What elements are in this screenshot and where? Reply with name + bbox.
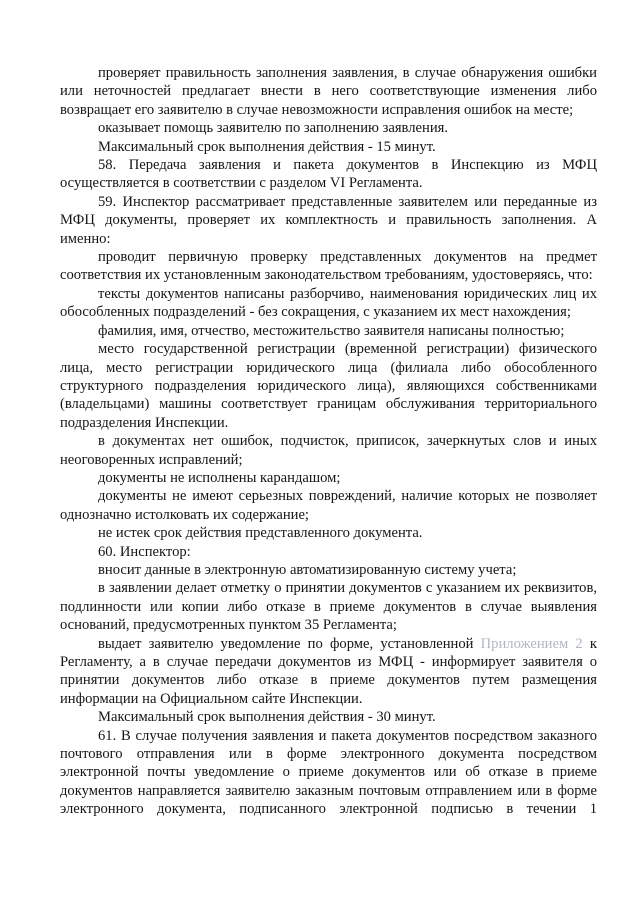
paragraph-registration-place: место государственной регистрации (временной регистрации) физического лица, место регистрации юридического лица (филиала либо обособленного структурного подразделения юридического лица), являющихся собственниками (владельцами) машины соответствует границам обслуживания территориального подразделения Инспекции. bbox=[60, 341, 597, 431]
paragraph-primary-check: проводит первичную проверку представленных документов на предмет соответствия их установленным законодательством требованиям, удостоверяясь, что: bbox=[60, 249, 597, 284]
paragraph-not-expired: не истек срок действия представленного документа. bbox=[98, 525, 423, 542]
paragraph-full-name: фамилия, имя, отчество, местожительство заявителя написаны полностью; bbox=[98, 322, 565, 339]
paragraph-max-time-30: Максимальный срок выполнения действия - 30 минут. bbox=[98, 709, 436, 726]
document-page bbox=[60, 64, 597, 819]
paragraph-61: 61. В случае получения заявления и пакета документов посредством заказного почтового отправления или в форме электронного документа посредством электронной почты уведомление о приеме документов или об отказе в приеме документов направляется заявителю заказным почтовым отправлением или в форме электронного документа, подписанного электронной подписью в течении 1 bbox=[60, 727, 597, 818]
paragraph-60: 60. Инспектор: bbox=[98, 543, 191, 560]
paragraph-58: 58. Передача заявления и пакета документов в Инспекцию из МФЦ осуществляется в соответствии с разделом VI Регламента. bbox=[60, 157, 597, 192]
paragraph-max-time-15: Максимальный срок выполнения действия - 15 минут. bbox=[98, 138, 436, 155]
appendix-2-link[interactable]: Приложением 2 bbox=[480, 635, 583, 652]
paragraph-issue-notice bbox=[60, 635, 597, 709]
paragraph-59: 59. Инспектор рассматривает представленные заявителем или переданные из МФЦ документы, проверяет их комплектность и правильность заполнения. А именно: bbox=[60, 193, 597, 247]
notice-text-after: к Регламенту, а в случае передачи документов из МФЦ - информирует заявителя о принятии документов либо отказе в приеме документов путем размещения информации на Официальном сайте Инспекции. bbox=[60, 635, 597, 707]
notice-text-before: выдает заявителю уведомление по форме, установленной bbox=[98, 635, 481, 652]
paragraph-check-correctness: проверяет правильность заполнения заявления, в случае обнаружения ошибки или неточностей предлагает внести в него соответствующие изменения либо возвращает его заявителю в случае невозможности исправления ошибок на месте; bbox=[60, 65, 597, 118]
paragraph-no-errors: в документах нет ошибок, подчисток, приписок, зачеркнутых слов и иных неоговоренных исправлений; bbox=[60, 433, 597, 468]
paragraph-enter-data: вносит данные в электронную автоматизированную систему учета; bbox=[98, 561, 517, 578]
paragraph-no-damage: документы не имеют серьезных повреждений, наличие которых не позволяет однозначно истолковать их содержание; bbox=[60, 488, 597, 523]
paragraph-legible-texts: тексты документов написаны разборчиво, наименования юридических лиц их обособленных подразделений - без сокращения, с указанием их мест нахождения; bbox=[60, 285, 597, 321]
paragraph-mark-acceptance: в заявлении делает отметку о принятии документов с указанием их реквизитов, подлинности или копии либо отказе в приеме документов в случае выявления оснований, предусмотренных пунктом 35 Регламента; bbox=[60, 580, 597, 634]
paragraph-not-pencil: документы не исполнены карандашом; bbox=[98, 469, 341, 486]
paragraph-assist-filling: оказывает помощь заявителю по заполнению заявления. bbox=[98, 120, 448, 137]
